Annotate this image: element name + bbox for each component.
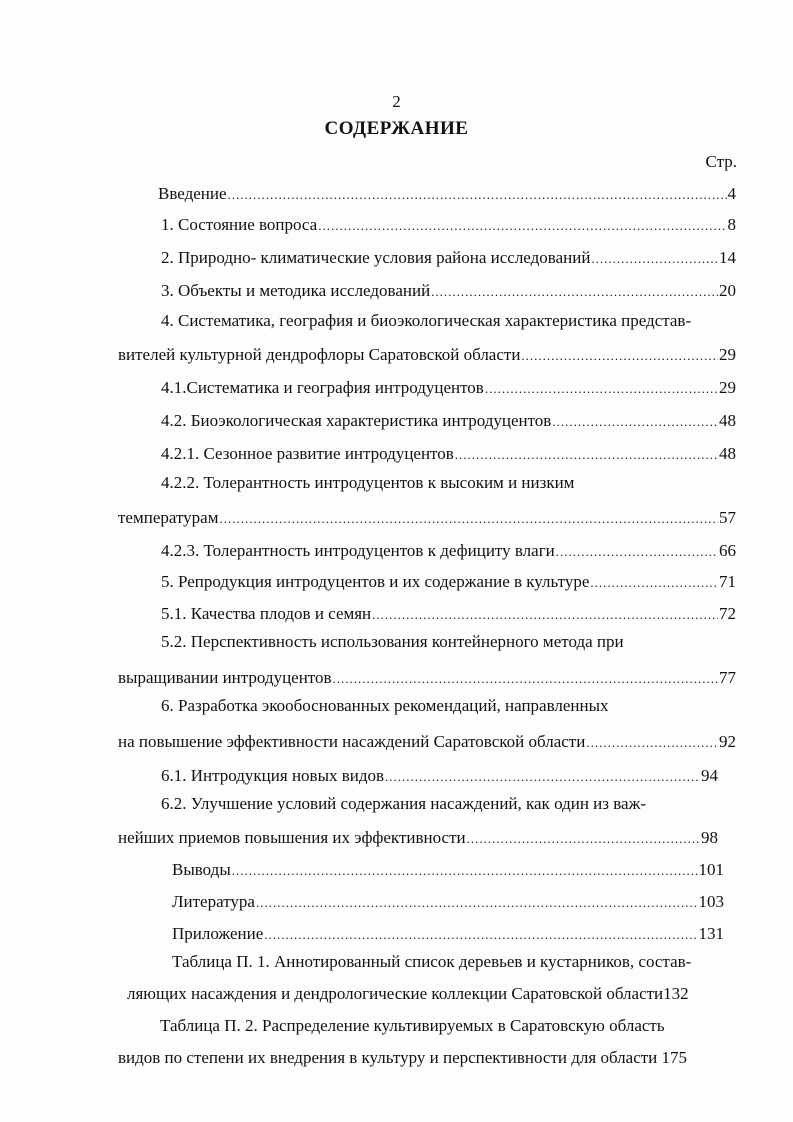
toc-leader [333, 671, 718, 688]
toc-leader [590, 575, 718, 592]
toc-entry-chapter-6-line1[interactable]: 6. Разработка экообоснованных рекомендаций, направленных [161, 696, 609, 715]
toc-entry-page: 77 [719, 668, 736, 687]
toc-entry-section-4-2-1[interactable] [161, 440, 736, 464]
toc-entry-text: 3. Объекты и методика исследований [161, 281, 431, 300]
toc-entry-page: 14 [719, 248, 736, 267]
toc-entry-section-4-2[interactable] [161, 407, 736, 431]
toc-leader [431, 284, 718, 301]
toc-leader [318, 218, 726, 235]
toc-entry-page: 20 [719, 281, 736, 300]
toc-leader [521, 348, 718, 365]
toc-entry-table-p1-line2[interactable]: ляющих насаждения и дендрологические коллекции Саратовской области132 [127, 984, 689, 1003]
toc-leader [467, 831, 700, 848]
toc-leader [385, 769, 700, 786]
toc-leader [591, 251, 718, 268]
toc-entry-text: 2. Природно- климатические условия района исследований [161, 248, 591, 267]
toc-entry-section-6-1[interactable] [161, 762, 718, 786]
toc-entry-conclusions[interactable] [172, 856, 724, 880]
toc-leader [372, 607, 718, 624]
toc-entry-page: 57 [719, 508, 736, 527]
toc-entry-page: 71 [719, 572, 736, 591]
toc-entry-text: 5.1. Качества плодов и семян [161, 604, 372, 623]
toc-entry-text: Выводы [172, 860, 231, 879]
toc-entry-chapter-4-line1[interactable]: 4. Систематика, география и биоэкологическая характеристика представ- [161, 311, 692, 330]
toc-entry-section-4-2-2-line2[interactable] [118, 504, 736, 528]
toc-entry-page: 66 [719, 541, 736, 560]
toc-entry-page: 4 [727, 184, 736, 203]
toc-leader [232, 863, 698, 880]
toc-entry-text: Литература [172, 892, 255, 911]
toc-entry-text: 5. Репродукция интродуцентов и их содержание в культуре [161, 572, 590, 591]
toc-entry-page: 72 [719, 604, 736, 623]
toc-entry-text: 4.2.3. Толерантность интродуцентов к дефициту влаги [161, 541, 555, 560]
toc-leader [556, 544, 718, 561]
toc-entry-chapter-5[interactable] [161, 568, 736, 592]
toc-entry-section-4-1[interactable] [161, 374, 736, 398]
toc-entry-section-6-2-line1[interactable]: 6.2. Улучшение условий содержания насаждений, как один из важ- [161, 794, 646, 813]
toc-entry-page: 94 [701, 766, 718, 785]
toc-entry-section-4-2-3[interactable] [161, 537, 736, 561]
toc-entry-chapter-4-line2[interactable] [118, 341, 736, 365]
toc-entry-text: Приложение [172, 924, 264, 943]
toc-entry-text: выращивании интродуцентов [118, 668, 332, 687]
toc-entry-text: температурам [118, 508, 219, 527]
page-number: 2 [392, 92, 401, 111]
toc-entry-page: 29 [719, 378, 736, 397]
toc-leader [220, 511, 719, 528]
toc-entry-appendix[interactable] [172, 920, 724, 944]
toc-entry-section-5-1[interactable] [161, 600, 736, 624]
toc-entry-text: 4.1.Систематика и география интродуцентов [161, 378, 484, 397]
toc-leader [264, 927, 697, 944]
toc-entry-table-p2-line2[interactable]: видов по степени их внедрения в культуру и перспективности для области 175 [118, 1048, 688, 1067]
toc-entry-page: 48 [719, 411, 736, 430]
toc-entry-section-6-2-line2[interactable] [118, 824, 718, 848]
toc-leader [586, 735, 718, 752]
toc-leader [485, 381, 718, 398]
toc-entry-page: 48 [719, 444, 736, 463]
toc-entry-text: Введение [158, 184, 227, 203]
page-column-label: Стр. [705, 152, 737, 171]
toc-entry-text: 4.2.1. Сезонное развитие интродуцентов [161, 444, 454, 463]
toc-entry-table-p1-line1[interactable]: Таблица П. 1. Аннотированный список деревьев и кустарников, состав- [172, 952, 692, 971]
page-title: СОДЕРЖАНИЕ [324, 118, 469, 139]
toc-entry-page: 101 [698, 860, 724, 879]
toc-entry-chapter-2[interactable] [161, 244, 736, 268]
toc-entry-text: 6.1. Интродукция новых видов [161, 766, 385, 785]
toc-entry-section-5-2-line1[interactable]: 5.2. Перспективность использования контейнерного метода при [161, 632, 624, 651]
toc-entry-text: 1. Состояние вопроса [161, 215, 318, 234]
toc-entry-table-p2-line1[interactable]: Таблица П. 2. Распределение культивируемых в Саратовскую область [160, 1016, 665, 1035]
toc-leader [228, 187, 727, 204]
toc-entry-page: 29 [719, 345, 736, 364]
toc-entry-page: 98 [701, 828, 718, 847]
toc-entry-section-4-2-2-line1[interactable]: 4.2.2. Толерантность интродуцентов к высоким и низким [161, 473, 575, 492]
toc-entry-text: 4.2. Биоэкологическая характеристика интродуцентов [161, 411, 552, 430]
toc-entry-references[interactable] [172, 888, 724, 912]
toc-entry-text: вителей культурной дендрофлоры Саратовской области [118, 345, 521, 364]
toc-entry-chapter-3[interactable] [161, 277, 736, 301]
toc-entry-introduction[interactable] [158, 180, 736, 204]
toc-entry-page: 92 [719, 732, 736, 751]
toc-leader [256, 895, 698, 912]
toc-entry-section-5-2-line2[interactable] [118, 664, 736, 688]
toc-entry-text: нейших приемов повышения их эффективности [118, 828, 466, 847]
toc-entry-page: 131 [698, 924, 724, 943]
toc-entry-chapter-1[interactable] [161, 211, 736, 235]
toc-leader [552, 414, 718, 431]
toc-entry-page: 103 [698, 892, 724, 911]
toc-leader [455, 447, 718, 464]
toc-entry-text: на повышение эффективности насаждений Саратовской области [118, 732, 586, 751]
toc-entry-page: 8 [727, 215, 736, 234]
toc-entry-chapter-6-line2[interactable] [118, 728, 736, 752]
